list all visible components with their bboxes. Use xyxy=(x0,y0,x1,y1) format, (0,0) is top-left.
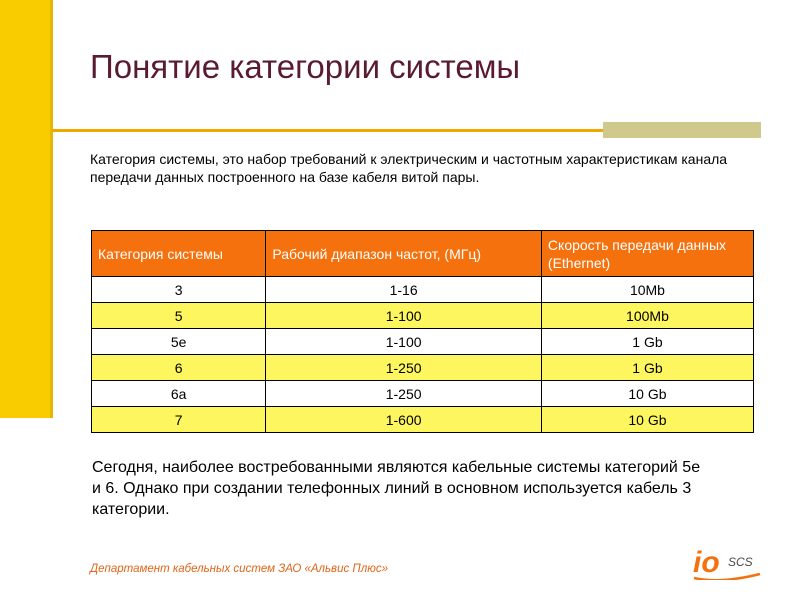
cell-category: 6a xyxy=(92,381,266,407)
table-row xyxy=(92,381,754,407)
cell-range: 1-16 xyxy=(266,277,542,303)
cell-category: 5e xyxy=(92,329,266,355)
cell-range: 1-100 xyxy=(266,303,542,329)
conclusion-text: Сегодня, наиболее востребованными являются кабельные системы категорий 5е и 6. Однако при создании телефонных линий в основном используется кабель 3 категории. xyxy=(92,459,701,518)
table-row xyxy=(92,355,754,381)
left-accent-bar xyxy=(0,0,52,418)
category-table xyxy=(91,230,754,433)
header-speed: Скорость передачи данных (Ethernet) xyxy=(541,231,753,277)
logo-sub-text: SCS xyxy=(728,555,753,569)
cell-speed: 10Mb xyxy=(541,277,753,303)
cell-range: 1-600 xyxy=(266,407,542,433)
cell-speed: 10 Gb xyxy=(541,407,753,433)
cell-category: 6 xyxy=(92,355,266,381)
cell-category: 3 xyxy=(92,277,266,303)
header-category: Категория системы xyxy=(92,231,266,277)
cell-range: 1-100 xyxy=(266,329,542,355)
cell-speed: 1 Gb xyxy=(541,329,753,355)
cell-category: 5 xyxy=(92,303,266,329)
logo-main-text: io xyxy=(693,546,720,579)
cell-range: 1-250 xyxy=(266,381,542,407)
slide-title: Понятие категории системы xyxy=(90,48,521,85)
cell-category: 7 xyxy=(92,407,266,433)
table-row xyxy=(92,277,754,303)
department-caption: Департамент кабельных систем ЗАО «Альвис Плюс» xyxy=(90,563,389,575)
left-accent-bar-edge xyxy=(50,0,53,418)
table-row xyxy=(92,407,754,433)
company-logo xyxy=(690,544,762,580)
table-row xyxy=(92,303,754,329)
table-header-row xyxy=(92,231,754,277)
table-row xyxy=(92,329,754,355)
title-accent-block xyxy=(603,122,761,138)
cell-speed: 10 Gb xyxy=(541,381,753,407)
header-frequency-range: Рабочий диапазон частот, (МГц) xyxy=(266,231,542,277)
cell-range: 1-250 xyxy=(266,355,542,381)
cell-speed: 100Mb xyxy=(541,303,753,329)
cell-speed: 1 Gb xyxy=(541,355,753,381)
intro-text: Категория системы, это набор требований к электрическим и частотным характеристикам канала передачи данных построенного на базе кабеля витой пары. xyxy=(90,151,728,185)
